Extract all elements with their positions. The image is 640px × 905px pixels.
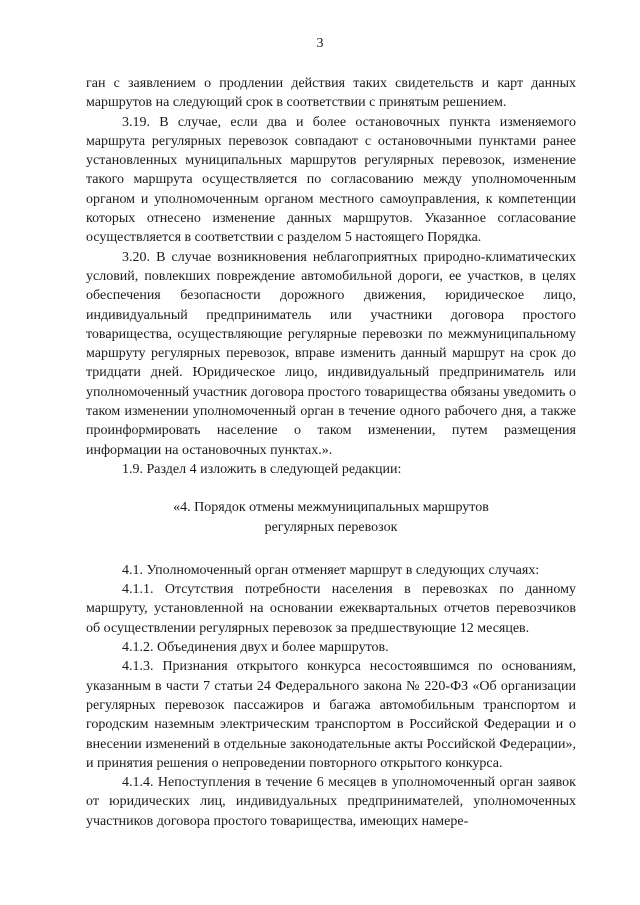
paragraph-3-19: 3.19. В случае, если два и более остановочных пункта изменяемого маршрута регулярных перевозок совпадают с остановочными пунктами ранее установленных муниципальных маршрутов регулярных перевозок, изменение такого маршрута осуществляется по согласованию между уполномоченным органом и уполномоченным органом местного самоуправления, к компетенции которых отнесено изменение данных маршрутов. Указанное согласование осуществляется в соответствии с разделом 5 настоящего Порядка. — [86, 114, 576, 246]
section-title-line-2: регулярных перевозок — [264, 519, 398, 535]
paragraph-4-1-1: 4.1.1. Отсутствия потребности населения в перевозках по данному маршруту, установленной на основании ежеквартальных отчетов перевозчиков об осуществлении регулярных перевозок за предшествующие 12 месяцев. — [86, 582, 576, 636]
paragraph-4-1-3: 4.1.3. Признания открытого конкурса несостоявшимся по основаниям, указанным в части 7 статьи 24 Федерального закона № 220-ФЗ «Об организации регулярных перевозок пассажиров и багажа автомобильным транспортом и городским наземным электрическим транспортом в Российской Федерации и о внесении изменений в отдельные законодательные акты Российской Федерации», и принятия решения о непроведении повторного открытого конкурса. — [86, 659, 576, 771]
paragraph-4-1-4: 4.1.4. Непоступления в течение 6 месяцев в уполномоченный орган заявок от юридических лиц, индивидуальных предпринимателей, уполномоченных участников договора простого товарищества, имеющих намере- — [86, 775, 576, 829]
paragraph-continuation: ган с заявлением о продлении действия таких свидетельств и карт данных маршрутов на следующий срок в соответствии с принятым решением. — [86, 76, 576, 111]
paragraph-3-20: 3.20. В случае возникновения неблагоприятных природно-климатических условий, повлекших повреждение автомобильной дороги, ее участков, в целях обеспечения безопасности дорожного движения, юридическое лицо, индивидуальный предприниматель или участники договора простого товарищества, осуществляющие регулярные перевозки по межмуниципальному маршруту регулярных перевозок, вправе изменить данный маршрут на срок до тридцати дней. Юридическое лицо, индивидуальный предприниматель или уполномоченный участник договора простого товарищества обязаны уведомить о таком изменении уполномоченный орган в течение одного рабочего дня, а также проинформировать население о таком изменении, путем размещения информации на остановочных пунктах.». — [86, 249, 576, 458]
section-title — [86, 498, 576, 537]
paragraph-4-1-2: 4.1.2. Объединения двух и более маршрутов. — [122, 640, 389, 656]
paragraph-4-1: 4.1. Уполномоченный орган отменяет маршрут в следующих случаях: — [122, 562, 540, 578]
page-number: 3 — [316, 36, 324, 51]
document-body — [86, 74, 576, 831]
section-title-line-1: «4. Порядок отмены межмуниципальных маршрутов — [173, 500, 489, 516]
paragraph-1-9: 1.9. Раздел 4 изложить в следующей редакции: — [122, 461, 402, 477]
